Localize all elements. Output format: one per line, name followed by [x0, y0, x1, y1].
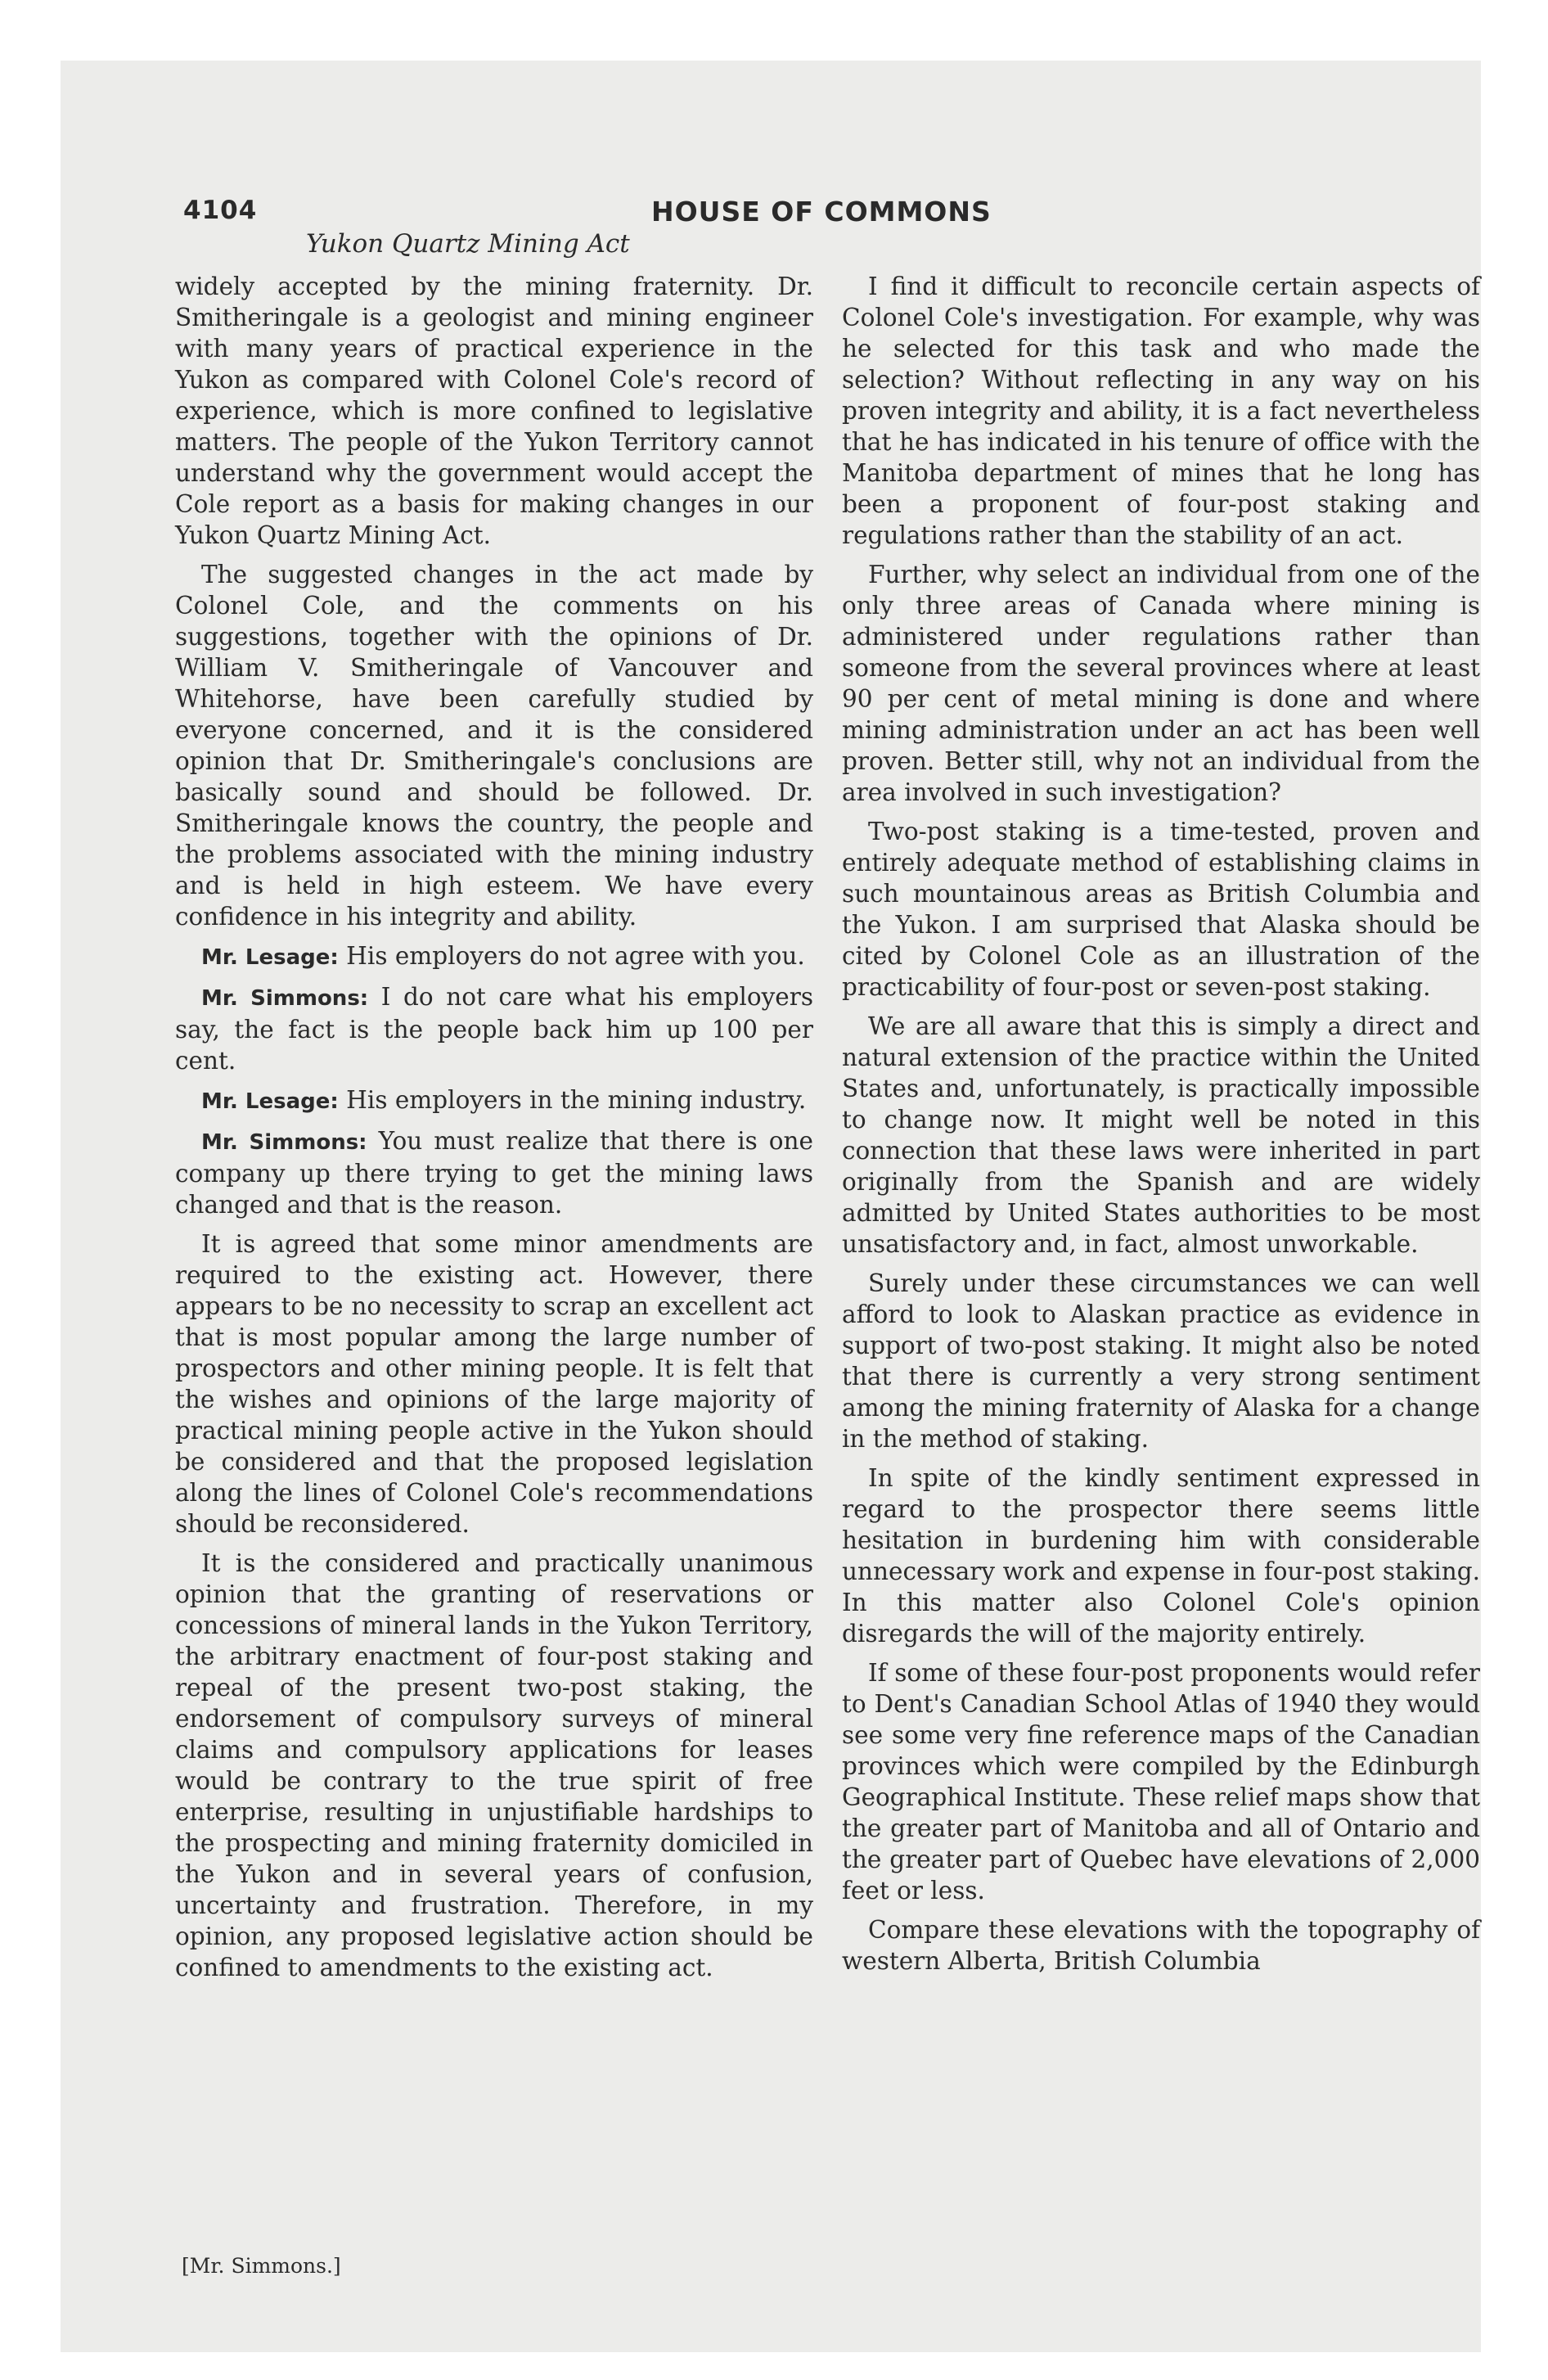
paragraph — [175, 559, 813, 932]
page-subtitle: Yukon Quartz Mining Act — [306, 229, 630, 259]
speaker-footnote: [Mr. Simmons.] — [182, 2254, 341, 2278]
paragraph: Surely under these circumstances we can well afford to look to Alaskan practice as evidence in support of two-post staking. It might also be noted that there is currently a very strong sentiment among the mining fraternity of Alaska for a change in the method of staking. — [842, 1269, 1480, 1453]
page-sheet — [61, 61, 1481, 2352]
speaker-name: Mr. Lesage: — [201, 1089, 339, 1114]
paragraph-text: widely accepted by the mining fraternity. Dr. Smitheringale is a geologist and mining engineer with many years of practical experience in the Yukon as compared with Colonel Cole's record of experience, which is more confined to legislative matters. The people of the Yukon Territory cannot understand why the government would accept the Cole report as a basis for making changes in our Yukon Quartz Mining Act. — [175, 273, 813, 549]
page-header: HOUSE OF COMMONS — [651, 196, 992, 228]
page-number: 4104 — [183, 196, 258, 225]
paragraph — [175, 1548, 813, 1983]
paragraph — [175, 1228, 813, 1539]
paragraph: I find it difficult to reconcile certain aspects of Colonel Cole's investigation. For example, why was he selected for this task and who made the selection? Without reflecting in any way on his proven integrity and ability, it is a fact nevertheless that he has indicated in his tenure of office with the Manitoba department of mines that he long has been a proponent of four-post staking and regulations rather than the stability of an act. — [842, 273, 1480, 549]
speaker-name: Mr. Simmons: — [201, 986, 369, 1011]
paragraph-text: It is the considered and practically unanimous opinion that the granting of reservations or concessions of mineral lands in the Yukon Territory, the arbitrary enactment of four-post staking and repeal of the present two-post staking, the endorsement of compulsory surveys of mineral claims and compulsory applications for leases would be contrary to the true spirit of free enterprise, resulting in unjustifiable hardships to the prospecting and mining fraternity domiciled in the Yukon and in several years of confusion, uncertainty and frustration. Therefore, in my opinion, any proposed legislative action should be confined to amendments to the existing act. — [175, 1549, 813, 1981]
paragraph-text: It is agreed that some minor amendments are required to the existing act. However, there appears to be no necessity to scrap an excellent act that is most popular among the large number of prospectors and other mining people. It is felt that the wishes and opinions of the large majority of practical mining people active in the Yukon should be considered and that the proposed legislation along the lines of Colonel Cole's recommendations should be reconsidered. — [175, 1230, 813, 1538]
left-column — [175, 271, 813, 1991]
paragraph: We are all aware that this is simply a direct and natural extension of the practice within the United States and, unfortunately, is practically impossible to change now. It might well be noted in this connection that these laws were inherited in part originally from the Spanish and are widely admitted by United States authorities to be most unsatisfactory and, in fact, almost unworkable. — [842, 1012, 1480, 1258]
speech-text: His employers do not agree with you. — [346, 942, 805, 970]
right-column — [842, 271, 1480, 1985]
speech — [175, 1125, 813, 1220]
paragraph — [175, 271, 813, 551]
speaker-name: Mr. Lesage: — [201, 945, 339, 970]
paragraph: Compare these elevations with the topography of western Alberta, British Columbia — [842, 1916, 1480, 1975]
paragraph-text: The suggested changes in the act made by Colonel Cole, and the comments on his suggestions, together with the opinions of Dr. William V. Smitheringale of Vancouver and Whitehorse, have been carefully studied by everyone concerned, and it is the considered opinion that Dr. Smitheringale's conclusions are basically sound and should be followed. Dr. Smitheringale knows the country, the people and the problems associated with the mining industry and is held in high esteem. We have every confidence in his integrity and ability. — [175, 561, 813, 931]
speaker-name: Mr. Simmons: — [201, 1130, 367, 1155]
speech — [175, 940, 813, 973]
paragraph: Two-post staking is a time-tested, proven and entirely adequate method of establishing claims in such mountainous areas as British Columbia and the Yukon. I am surprised that Alaska should be cited by Colonel Cole as an illustration of the practicability of four-post or seven-post staking. — [842, 818, 1480, 1001]
paragraph: Further, why select an individual from one of the only three areas of Canada where mining is administered under regulations rather than someone from the several provinces where at least 90 per cent of metal mining is done and where mining administration under an act has been well proven. Better still, why not an individual from the area involved in such investigation? — [842, 561, 1480, 806]
speech-text: His employers in the mining industry. — [346, 1086, 807, 1114]
speech — [175, 981, 813, 1076]
paragraph: If some of these four-post proponents would refer to Dent's Canadian School Atlas of 1940 they would see some very fine reference maps of the Canadian provinces which were compiled by the Edinburgh Geographical Institute. These relief maps show that the greater part of Manitoba and all of Ontario and the greater part of Quebec have elevations of 2,000 feet or less. — [842, 1659, 1480, 1904]
speech — [175, 1084, 813, 1117]
paragraph: In spite of the kindly sentiment expressed in regard to the prospector there seems little hesitation in burdening him with considerable unnecessary work and expense in four-post staking. In this matter also Colonel Cole's opinion disregards the will of the majority entirely. — [842, 1464, 1480, 1648]
speech-text: I do not care what his employers say, the fact is the people back him up 100 per cent. — [175, 983, 813, 1075]
speech-text: You must realize that there is one company up there trying to get the mining laws changed and that is the reason. — [175, 1127, 813, 1219]
